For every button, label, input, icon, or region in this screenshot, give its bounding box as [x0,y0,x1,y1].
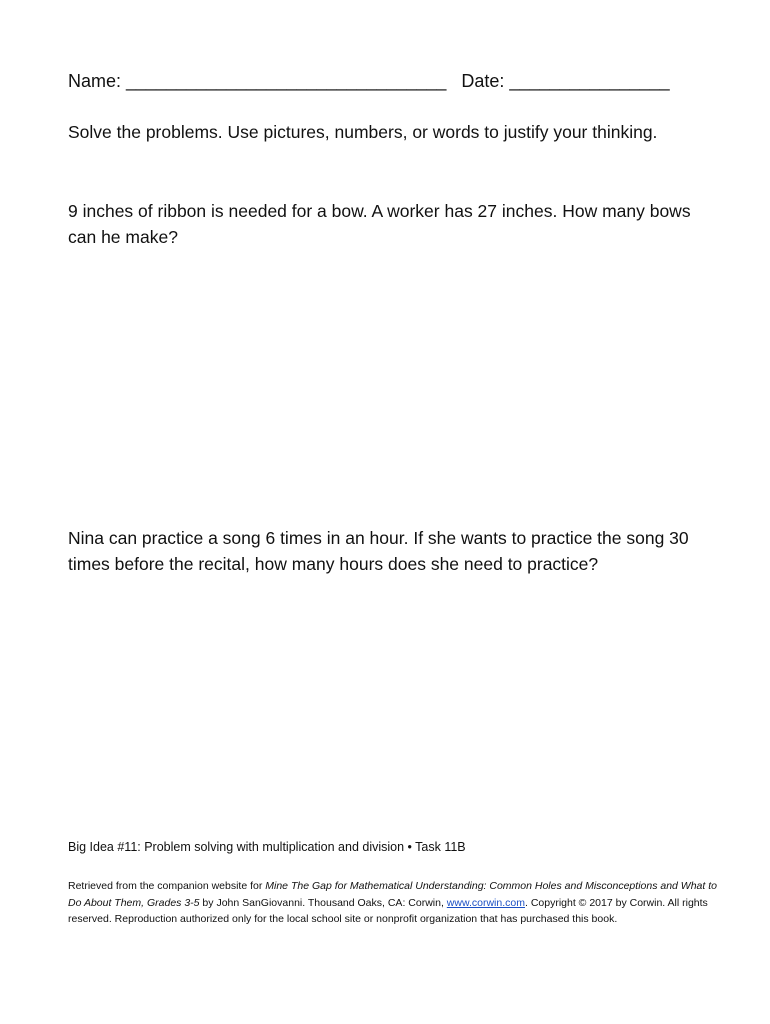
name-date-header [68,71,670,92]
problem-2-text: Nina can practice a song 6 times in an hour. If she wants to practice the song 30 times before the recital, how many hours does she need to practice? [68,528,689,574]
corwin-link[interactable]: www.corwin.com [446,896,525,909]
problem-1-text: 9 inches of ribbon is needed for a bow. A worker has 27 inches. How many bows can he make? [68,201,691,247]
name-label: Name: [68,71,127,91]
footer-task-title: Big Idea #11: Problem solving with multiplication and division • Task 11B [68,840,466,854]
credit-prefix: Retrieved from the companion website for [68,880,266,892]
credit-middle: by John SanGiovanni. Thousand Oaks, CA: Corwin, [199,896,447,909]
instructions-text: Solve the problems. Use pictures, numbers, or words to justify your thinking. [68,122,658,142]
date-blank-line[interactable]: ________________ [509,71,670,91]
footer-credit [68,878,718,928]
credit-suffix: . Copyright © 2017 by Corwin. All rights reserved. Reproduction authorized only for the local school site or nonprofit organization that has purchased this book. [68,896,708,925]
book-title: Mine The Gap for Mathematical Understanding: Common Holes and Misconceptions and What to Do About Them, Grades 3-5 [68,880,717,909]
name-blank-line[interactable]: ________________________________ [126,71,447,91]
date-label: Date: [461,71,510,91]
